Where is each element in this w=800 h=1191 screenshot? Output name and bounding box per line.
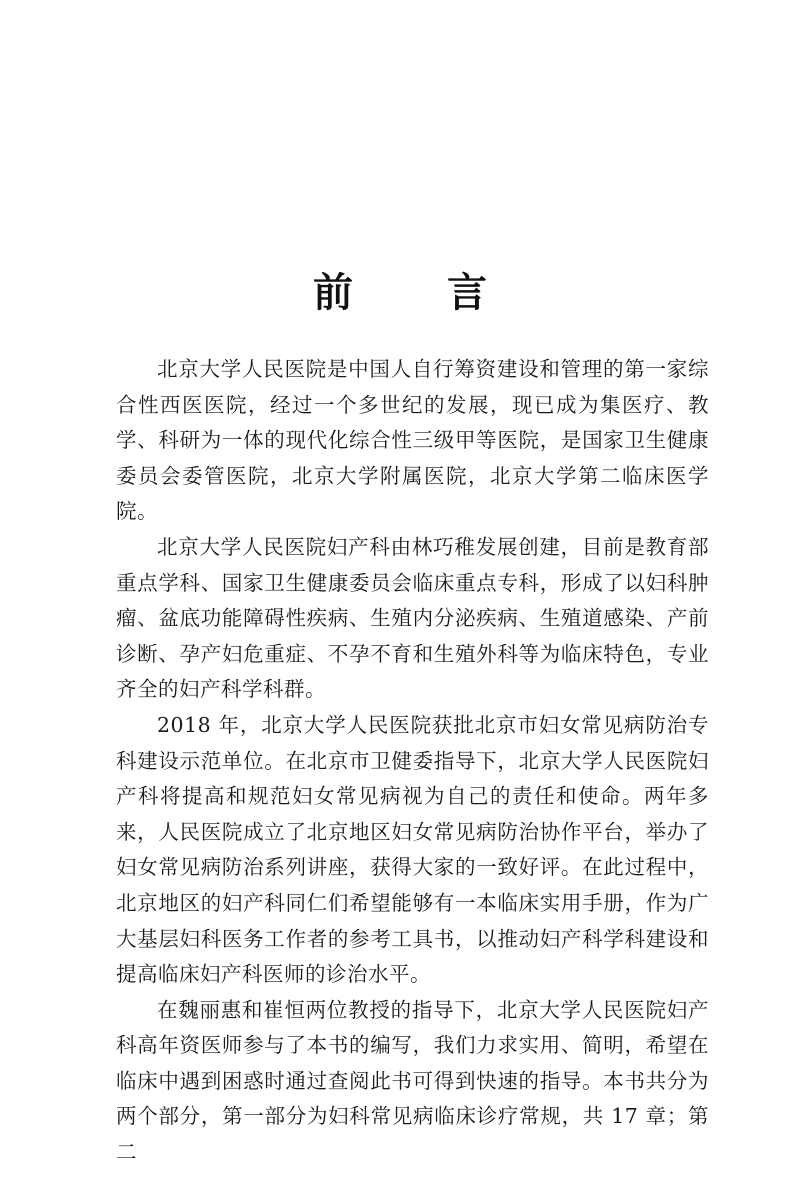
paragraph: 在魏丽惠和崔恒两位教授的指导下，北京大学人民医院妇产科高年资医师参与了本书的编写，我们力求实用、简明，希望在临床中遇到困惑时通过查阅此书可得到快速的指导。本书共分为两个部分，第一部分为妇科常见病临床诊疗常规，共 17 章；第二: [116, 997, 709, 1165]
paragraph: 2018 年，北京大学人民医院获批北京市妇女常见病防治专科建设示范单位。在北京市卫健委指导下，北京大学人民医院妇产科将提高和规范妇女常见病视为自己的责任和使命。两年多来，人民医院成立了北京地区妇女常见病防治协作平台，举办了妇女常见病防治系列讲座，获得大家的一致好评。在此过程中，北京地区的妇产科同仁们希望能够有一本临床实用手册，作为广大基层妇科医务工作者的参考工具书，以推动妇产科学科建设和提高临床妇产科医师的诊治水平。: [116, 712, 709, 987]
paragraph: 北京大学人民医院是中国人自行筹资建设和管理的第一家综合性西医医院，经过一个多世纪的发展，现已成为集医疗、教学、科研为一体的现代化综合性三级甲等医院，是国家卫生健康委员会委管医院，北京大学附属医院，北京大学第二临床医学院。: [116, 357, 709, 524]
preface-body: [116, 352, 709, 1171]
page-title: 前 言: [313, 268, 527, 316]
paragraph: 北京大学人民医院妇产科由林巧稚发展创建，目前是教育部重点学科、国家卫生健康委员会临床重点专科，形成了以妇科肿瘤、盆底功能障碍性疾病、生殖内分泌疾病、生殖道感染、产前诊断、孕产妇危重症、不孕不育和生殖外科等为临床特色，专业齐全的妇产科学科群。: [116, 534, 709, 702]
